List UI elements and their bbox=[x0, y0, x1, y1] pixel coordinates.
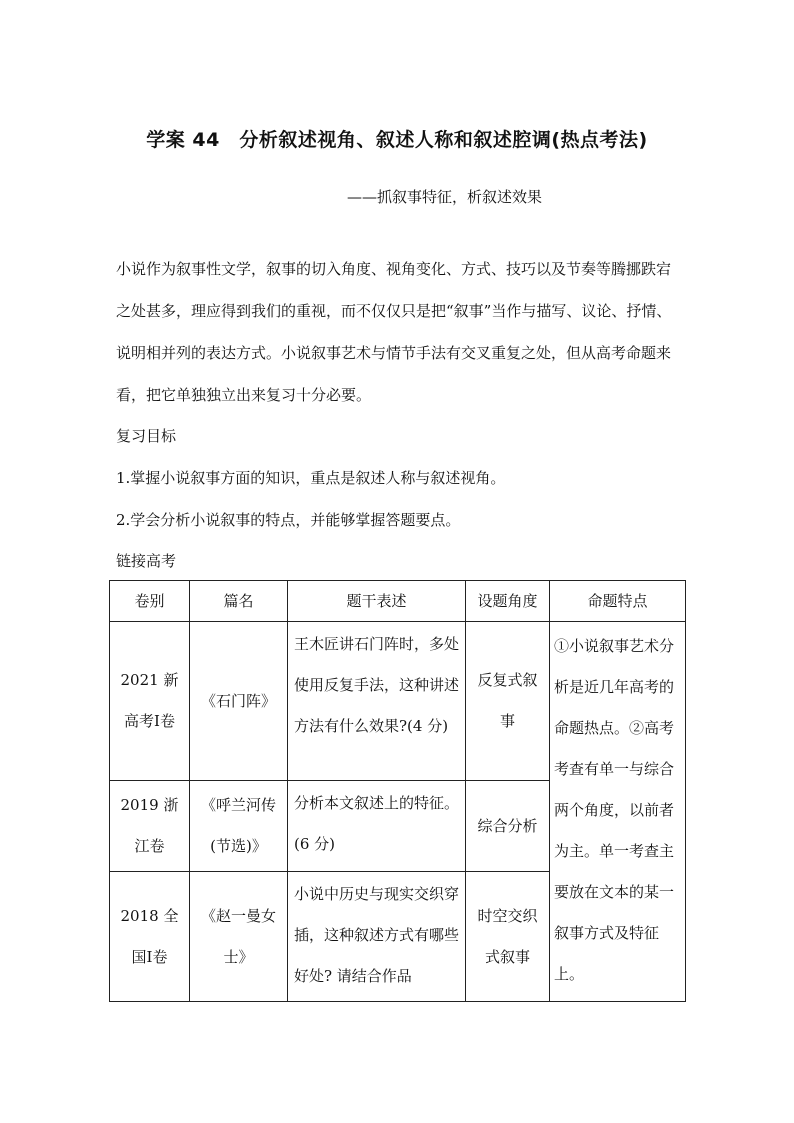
cell-title: 《赵一曼女士》 bbox=[190, 872, 288, 1002]
intro-paragraph: 小说作为叙事性文学，叙事的切入角度、视角变化、方式、技巧以及节奏等腾挪跌宕之处甚多，理应得到我们的重视，而不仅仅只是把“叙事”当作与描写、议论、抒情、说明相并列的表达方式。小说叙事艺术与情节手法有交叉重复之处，但从高考命题来看，把它单独独立出来复习十分必要。 bbox=[116, 260, 672, 404]
table-row bbox=[110, 622, 686, 781]
cell-angle: 综合分析 bbox=[466, 781, 550, 872]
goals-heading: 复习目标 bbox=[116, 427, 177, 445]
cell-question: 王木匠讲石门阵时，多处使用反复手法，这种讲述方法有什么效果?(4 分) bbox=[288, 622, 466, 781]
goal-2: 2.学会分析小说叙事的特点，并能够掌握答题要点。 bbox=[116, 511, 461, 529]
cell-paper: 2021 新高考Ⅰ卷 bbox=[110, 622, 190, 781]
goal-1: 1.掌握小说叙事方面的知识，重点是叙述人称与叙述视角。 bbox=[116, 469, 506, 487]
header-title: 篇名 bbox=[190, 581, 288, 622]
subtitle-text: ——抓叙事特征，析叙述效果 bbox=[346, 188, 542, 206]
header-features: 命题特点 bbox=[550, 581, 686, 622]
page-subtitle bbox=[0, 186, 794, 207]
cell-angle: 反复式叙事 bbox=[466, 622, 550, 781]
cell-title: 《呼兰河传(节选)》 bbox=[190, 781, 288, 872]
cell-question: 小说中历史与现实交织穿插，这种叙述方式有哪些好处? 请结合作品 bbox=[288, 872, 466, 1002]
link-heading: 链接高考 bbox=[116, 552, 177, 570]
cell-question: 分析本文叙述上的特征。(6 分) bbox=[288, 781, 466, 872]
header-paper: 卷别 bbox=[110, 581, 190, 622]
cell-paper: 2018 全国Ⅰ卷 bbox=[110, 872, 190, 1002]
cell-title: 《石门阵》 bbox=[190, 622, 288, 781]
page-title: 学案 44 分析叙述视角、叙述人称和叙述腔调(热点考法) bbox=[146, 129, 648, 151]
exam-table bbox=[109, 580, 686, 1002]
cell-angle: 时空交织式叙事 bbox=[466, 872, 550, 1002]
header-angle: 设题角度 bbox=[466, 581, 550, 622]
cell-paper: 2019 浙江卷 bbox=[110, 781, 190, 872]
cell-features: ①小说叙事艺术分析是近几年高考的命题热点。②高考考查有单一与综合两个角度，以前者为主。单一考查主要放在文本的某一叙事方式及特征上。 bbox=[550, 622, 686, 1002]
table-header-row bbox=[110, 581, 686, 622]
header-question: 题干表述 bbox=[288, 581, 466, 622]
